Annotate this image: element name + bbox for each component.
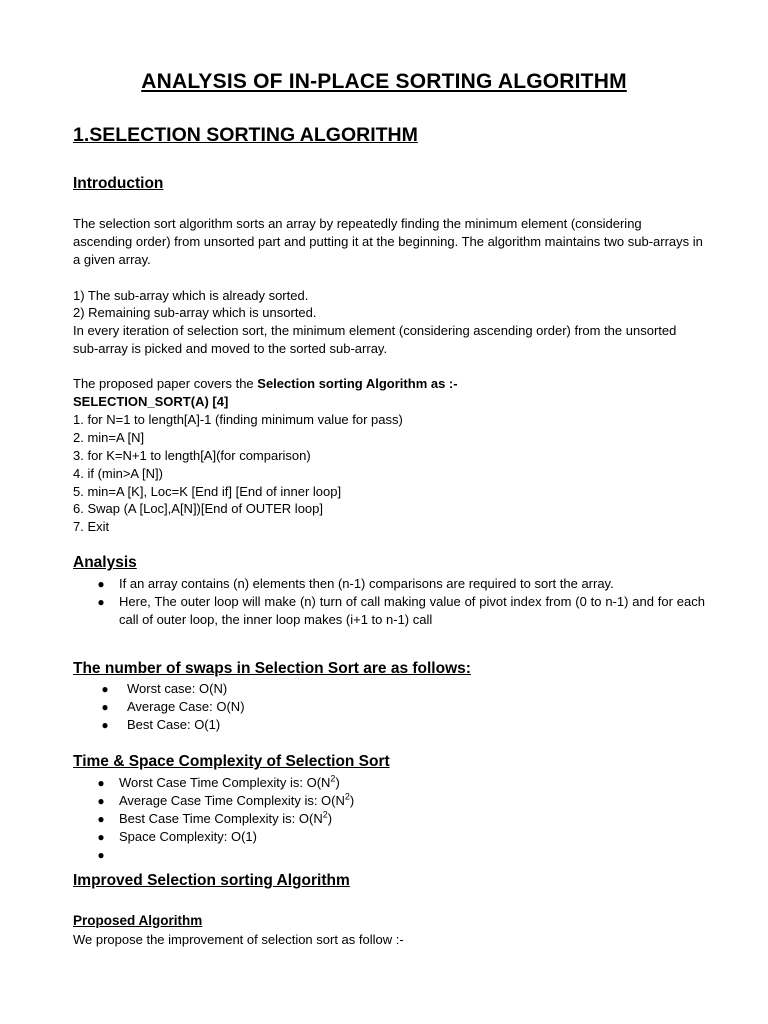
list-item-empty — [95, 846, 705, 864]
bullet-icon: ● — [97, 794, 105, 808]
close-paren: ) — [349, 793, 355, 808]
analysis-bullet-text: If an array contains (n) elements then (n-1) comparisons are required to sort the array. — [119, 576, 614, 591]
algorithm-name: SELECTION_SORT(A) [4] — [73, 394, 229, 409]
bullet-icon: ● — [101, 682, 109, 696]
algorithm-step: 2. min=A [N] — [73, 430, 145, 445]
improved-heading: Improved Selection sorting Algorithm — [73, 872, 350, 889]
close-paren: ) — [327, 811, 333, 826]
introduction-paragraph: The selection sort algorithm sorts an array by repeatedly finding the minimum element (considering ascending order) from unsorted part and putting it at the beginning. The algorithm maintains two sub-arrays in a given array. — [73, 216, 703, 267]
analysis-list — [95, 575, 705, 629]
swaps-bullet-text: Average Case: O(N) — [127, 699, 245, 714]
list-item — [95, 810, 705, 828]
section-heading-selection-sort: 1.SELECTION SORTING ALGORITHM — [73, 124, 418, 146]
space-complexity-text: Space Complexity: O(1) — [119, 829, 257, 844]
swaps-list — [99, 680, 709, 734]
analysis-bullet-text: Here, The outer loop will make (n) turn of call making value of pivot index from (0 to n-1) and for each call of outer loop, the inner loop makes (i+1 to n-1) call — [119, 594, 705, 627]
list-item — [95, 828, 705, 846]
list-item — [99, 680, 709, 698]
list-item — [99, 716, 709, 734]
average-complexity-text: Average Case Time Complexity is: O(N — [119, 793, 345, 808]
complexity-heading: Time & Space Complexity of Selection Sort — [73, 753, 390, 770]
proposed-algorithm-text: We propose the improvement of selection sort as follow :- — [73, 932, 404, 947]
list-item — [95, 575, 705, 593]
algorithm-step: 1. for N=1 to length[A]-1 (finding minimum value for pass) — [73, 412, 403, 427]
list-item — [95, 792, 705, 810]
close-paren: ) — [335, 775, 340, 790]
exponent: 2 — [330, 773, 336, 784]
bullet-icon: ● — [97, 848, 105, 862]
exponent: 2 — [322, 809, 328, 820]
list-item — [99, 698, 709, 716]
list-item — [95, 774, 705, 792]
complexity-list — [95, 774, 705, 864]
algorithm-step: 5. min=A [K], Loc=K [End if] [End of inner loop] — [73, 484, 342, 499]
exponent: 2 — [344, 791, 350, 802]
algorithm-step: 3. for K=N+1 to length[A](for comparison) — [73, 448, 311, 463]
bullet-icon: ● — [97, 776, 105, 790]
swaps-bullet-text: Worst case: O(N) — [127, 681, 228, 696]
analysis-heading: Analysis — [73, 554, 137, 571]
proposed-algorithm-heading: Proposed Algorithm — [73, 913, 203, 928]
bullet-icon: ● — [97, 577, 105, 591]
introduction-heading: Introduction — [73, 175, 164, 192]
bullet-icon: ● — [97, 830, 105, 844]
iteration-paragraph: In every iteration of selection sort, the minimum element (considering ascending order) from the unsorted sub-array is picked and moved to the sorted sub-array. — [73, 323, 677, 356]
bullet-icon: ● — [97, 595, 105, 609]
algorithm-lead-line — [73, 375, 458, 393]
worst-complexity-text: Worst Case Time Complexity is: O(N — [119, 775, 331, 790]
swaps-bullet-text: Best Case: O(1) — [127, 717, 221, 732]
algorithm-step: 4. if (min>A [N]) — [73, 466, 163, 481]
document-title: ANALYSIS OF IN-PLACE SORTING ALGORITHM — [141, 70, 627, 93]
sub-array-item-1: 1) The sub-array which is already sorted. — [73, 288, 309, 303]
bullet-icon: ● — [101, 700, 109, 714]
bullet-icon: ● — [97, 812, 105, 826]
bullet-icon: ● — [101, 718, 109, 732]
best-complexity-text: Best Case Time Complexity is: O(N — [119, 811, 323, 826]
sub-array-item-2: 2) Remaining sub-array which is unsorted. — [73, 305, 317, 320]
swaps-heading: The number of swaps in Selection Sort are as follows: — [73, 660, 471, 677]
list-item — [95, 593, 705, 629]
algorithm-lead-bold: Selection sorting Algorithm as :- — [257, 376, 458, 391]
algorithm-step: 6. Swap (A [Loc],A[N])[End of OUTER loop] — [73, 501, 323, 516]
algorithm-step: 7. Exit — [73, 519, 110, 534]
algorithm-lead-text: The proposed paper covers the — [73, 376, 258, 391]
